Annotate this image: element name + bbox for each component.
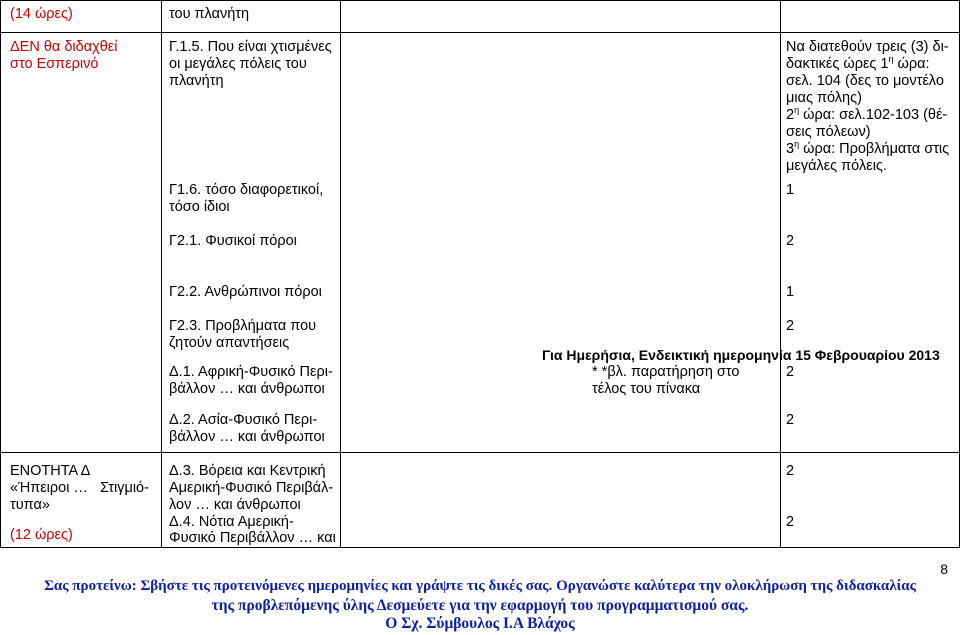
topic-d1-line1: Δ.1. Αφρική-Φυσικό Περι- <box>169 364 333 380</box>
topic-g22: Γ2.2. Ανθρώπινοι πόροι <box>169 284 322 300</box>
footer-signature: Ο Σχ. Σύμβουλος Ι.Α Βλάχος <box>385 615 575 632</box>
topic-g15-line3: πλανήτη <box>169 73 224 89</box>
col-divider <box>780 0 781 548</box>
topic-g21: Γ2.1. Φυσικοί πόροι <box>169 233 297 249</box>
topic-g23-line2: ζητούν απαντήσεις <box>169 335 290 351</box>
suggested-date: Για Ημερήσια, Ενδεικτική ημερομηνία 15 Φεβρουαρίου 2013 <box>542 347 940 363</box>
footer-line1: Σας προτείνω: Σβήστε τις προτεινόμενες ημερομηνίες και γράψτε τις δικές σας. Οργανώστε καλύτερα την ολοκλήρωση της διδασκαλίας <box>44 578 916 594</box>
topic-g15-line2: οι μεγάλες πόλεις του <box>169 56 307 72</box>
hours-count: 2 <box>786 318 795 334</box>
col-divider <box>340 0 341 548</box>
hours-count: 2 <box>786 364 795 380</box>
hours-count: 1 <box>786 182 795 198</box>
row-divider <box>0 452 960 453</box>
unit-title-line2a: «Ήπειροι … <box>10 480 88 496</box>
topic-g15-line1: Γ.1.5. Που είναι χτισμένες <box>169 39 332 55</box>
note-line: Να διατεθούν τρεις (3) δι- <box>786 39 949 55</box>
topic-d3-line2: Αμερική-Φυσικό Περιβάλ- <box>169 480 334 496</box>
topic-d4-line1: Δ.4. Νότια Αμερική- <box>169 514 294 530</box>
topic-d2-line2: βάλλον … και άνθρωποι <box>169 429 325 445</box>
topic-g16-line2: τόσο ίδιοι <box>169 199 230 215</box>
note-line: $2^\eta$ ώρα: σελ.102-103 (θέ- <box>786 105 948 123</box>
hours-count: 2 <box>786 463 795 479</box>
page-number: 8 <box>940 561 948 577</box>
footer-line2: της προβλεπόμενης ύλης Δεσμεύετε για την εφαρμογή του προγραμματισμού σας. <box>211 597 749 614</box>
evening-note-line1: ΔΕΝ θα διδαχθεί <box>10 39 118 55</box>
col-border-left <box>0 0 1 548</box>
topic-g23-line1: Γ2.3. Προβλήματα που <box>169 318 317 334</box>
row-divider <box>0 547 960 548</box>
topic-d4-line2: Φυσικό Περιβάλλον … και <box>169 530 336 546</box>
note-line: δακτικές ώρες $1^\eta$ ώρα: <box>786 54 930 72</box>
col-divider <box>161 0 162 548</box>
evening-note-line2: στο Εσπερινό <box>10 56 99 72</box>
topic-d1-line2: βάλλον … και άνθρωποι <box>169 381 325 397</box>
note-line: σελ. 104 (δες το μοντέλο <box>786 73 944 89</box>
topic-d2-line1: Δ.2. Ασία-Φυσικό Περι- <box>169 412 318 428</box>
row-divider <box>0 32 960 33</box>
topic-d3-line3: λον … και άνθρωποι <box>169 497 301 513</box>
hours-count: 2 <box>786 233 795 249</box>
unit-title-line1: ΕΝΟΤΗΤΑ Δ <box>10 463 91 479</box>
hours-count: 1 <box>786 284 795 300</box>
remark-note-line2: τέλος του πίνακα <box>592 381 701 397</box>
remark-note-line1: * *βλ. παρατήρηση στο <box>592 364 740 380</box>
unit-title-line3: τυπα» <box>10 497 50 513</box>
table-top-border <box>0 0 960 1</box>
topic-d3-line1: Δ.3. Βόρεια και Κεντρική <box>169 463 326 479</box>
note-line: μεγάλες πόλεις. <box>786 158 887 174</box>
topic-row0: του πλανήτη <box>169 6 250 22</box>
note-line: σεις πόλεων) <box>786 124 871 140</box>
hours-count: 2 <box>786 412 795 428</box>
unit-hours: (12 ώρες) <box>10 527 73 543</box>
topic-g16-line1: Γ1.6. τόσο διαφορετικοί, <box>169 182 324 198</box>
hours-label: (14 ώρες) <box>10 6 73 22</box>
note-line: μιας πόλης) <box>786 90 862 106</box>
hours-count: 2 <box>786 514 795 530</box>
unit-title-line2b: Στιγμιό- <box>100 480 149 496</box>
note-line: $3^\eta$ ώρα: Προβλήματα στις <box>786 139 950 157</box>
